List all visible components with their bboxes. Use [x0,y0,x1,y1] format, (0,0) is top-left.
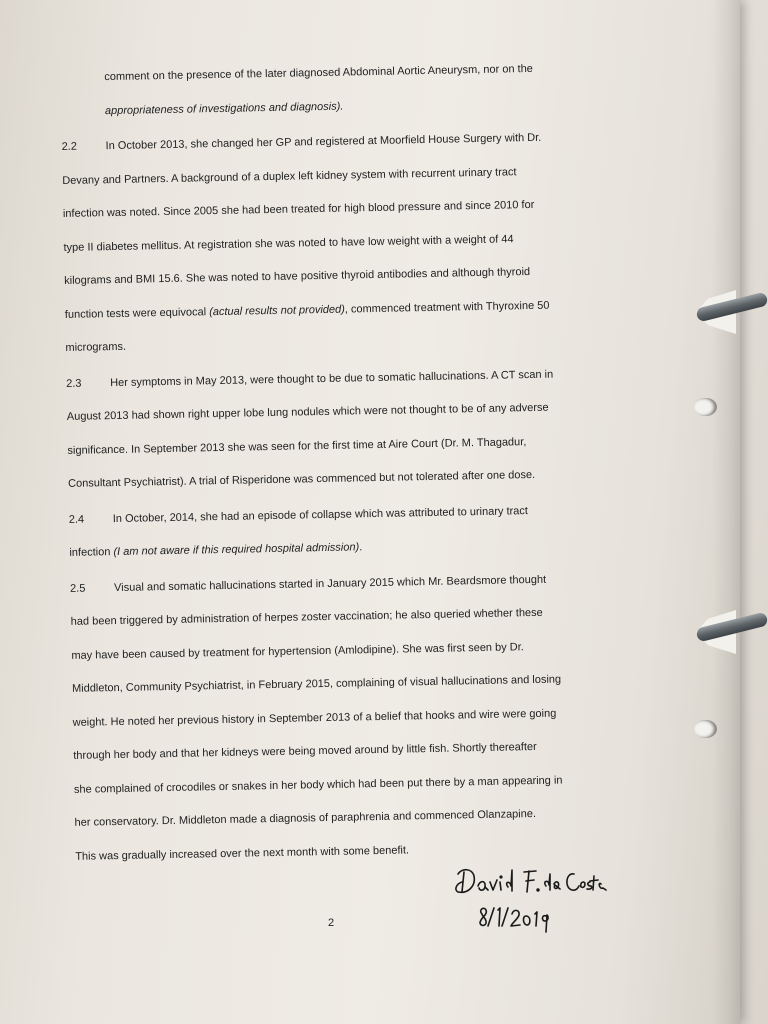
text-line: micrograms. [65,340,127,354]
punch-hole [694,720,716,738]
paragraph-2-5 [70,561,656,874]
paragraph-number: 2.5 [69,582,86,595]
paragraph-2-3 [66,356,648,501]
text-line: infection (I am not aware if this required hospital admission). [69,541,363,559]
italic-note: (I am not aware if this required hospital admission) [113,541,360,559]
text-line: significance. In September 2013 she was seen for the first time at Aire Court (Dr. M. Thagadur, [67,435,527,457]
text-line: she complained of crocodiles or snakes in her body which had been put there by a man appearing in [73,773,563,796]
punch-hole [694,398,716,416]
paragraph-number: 2.2 [61,140,78,153]
text-line: August 2013 had shown right upper lobe lung nodules which were not thought to be of any adverse [66,401,549,423]
paragraph-2-4 [68,492,649,570]
text-line: Devany and Partners. A background of a duplex left kidney system with recurrent urinary tract [62,165,517,187]
text-line: In October 2013, she changed her GP and registered at Moorfield House Surgery with Dr. [105,131,542,153]
text-line: weight. He noted her previous history in September 2013 of a belief that hooks and wire were going [72,707,557,729]
text-line: through her body and that her kidneys were being moved around by little fish. Shortly thereafter [73,740,537,762]
text-line: had been triggered by administration of herpes zoster vaccination; he also queried whether these [70,606,543,628]
text-line: Her symptoms in May 2013, were thought to be due to somatic hallucinations. A CT scan in [110,368,554,389]
paragraph-2-2 [61,120,645,366]
page-number: 2 [328,917,335,929]
intro-continuation [60,51,641,129]
text-line: kilograms and BMI 15.6. She was noted to have positive thyroid antibodies and although thyroid [64,266,531,287]
paragraph-number: 2.4 [68,513,85,526]
text-line: Visual and somatic hallucinations started in January 2015 which Mr. Beardsmore thought [113,573,547,594]
text-line: Middleton, Community Psychiatrist, in February 2015, complaining of visual hallucinations and losing [71,673,562,695]
text-line: Consultant Psychiatrist). A trial of Risperidone was commenced but not tolerated after one dose. [67,468,536,490]
text-line: type II diabetes mellitus. At registration she was noted to have low weight with a weight of 44 [63,232,514,254]
signature-drawing [450,860,610,950]
text-line: comment on the presence of the later diagnosed Abdominal Aortic Aneurysm, nor on the [104,62,533,84]
text-line: function tests were equivocal (actual results not provided), commenced treatment with Thyroxine 50 [64,299,550,321]
page-edge-shadow [712,0,740,1024]
text-line: appropriateness of investigations and diagnosis). [104,100,344,117]
text-line: infection was noted. Since 2005 she had been treated for high blood pressure and since 2010 for [62,198,535,220]
text-line: This was gradually increased over the next month with some benefit. [75,843,410,863]
italic-note: (actual results not provided) [209,303,345,318]
handwritten-signature [450,860,610,950]
text-line: In October, 2014, she had an episode of collapse which was attributed to urinary tract [112,504,529,525]
paragraph-number: 2.3 [66,377,82,390]
document-body [60,51,655,874]
text-line: her conservatory. Dr. Middleton made a diagnosis of paraphrenia and commenced Olanzapine. [74,808,537,829]
text-line: may have been caused by treatment for hypertension (Amlodipine). She was first seen by Dr. [71,640,524,662]
